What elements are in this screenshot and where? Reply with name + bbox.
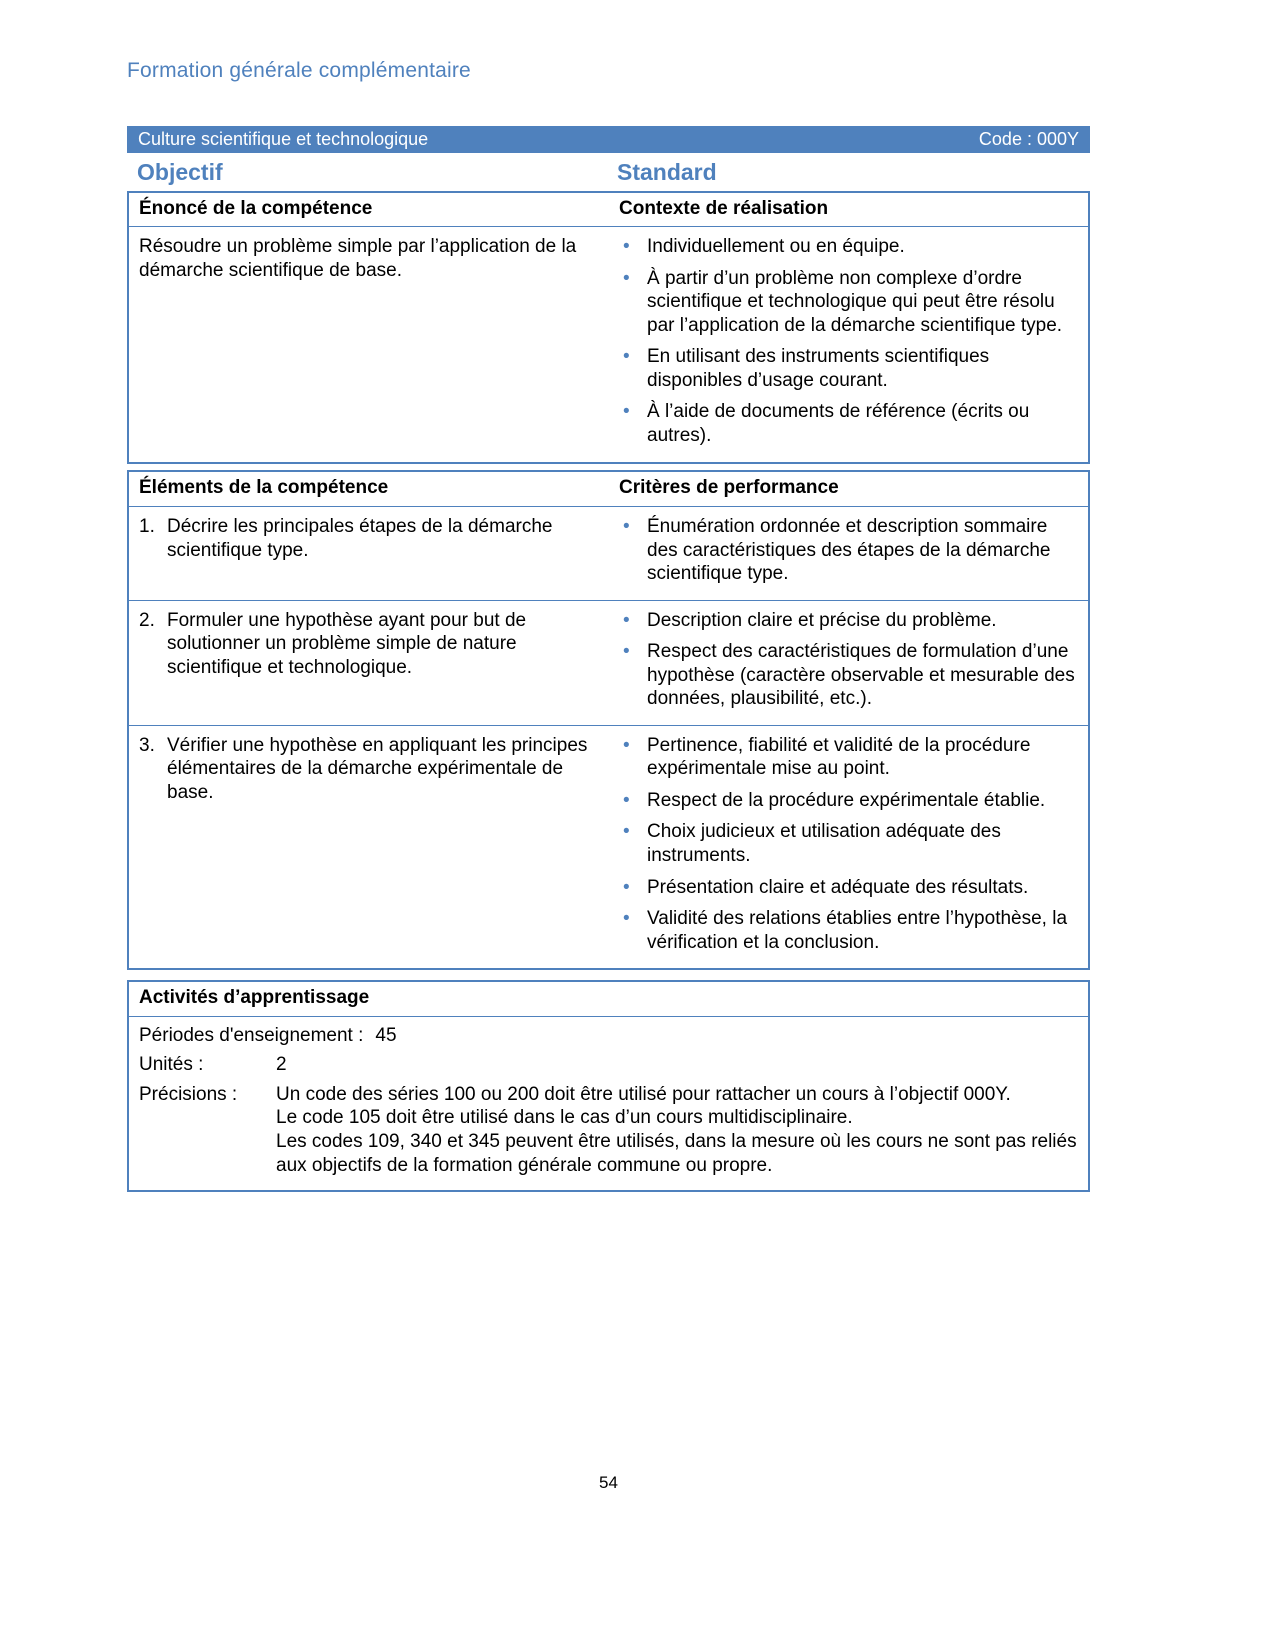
activites-header: Activités d’apprentissage — [129, 982, 1088, 1017]
bullet-icon: • — [623, 516, 630, 538]
bullet-icon: • — [623, 236, 630, 258]
item-text: Vérifier une hypothèse en appliquant les principes élémentaires de la démarche expérimentale de base. — [167, 734, 588, 803]
elements-table — [127, 470, 1090, 970]
element-item — [129, 609, 609, 711]
periodes-label: Périodes d'enseignement : — [139, 1024, 364, 1046]
bullet-icon: • — [623, 908, 630, 930]
item-number: 3. — [139, 734, 155, 756]
column-title-objectif: Objectif — [137, 159, 223, 186]
bullet-icon: • — [623, 734, 630, 756]
bullet-text: Énumération ordonnée et description sommaire des caractéristiques des étapes de la démarche scientifique type. — [647, 516, 1051, 585]
criteres-bullet-list — [609, 734, 1088, 954]
bullet-icon: • — [623, 401, 630, 423]
item-text: Décrire les principales étapes de la démarche scientifique type. — [167, 516, 553, 561]
bullet-text: À l’aide de documents de référence (écrits ou autres). — [647, 401, 1030, 446]
bullet-icon: • — [623, 876, 630, 898]
activites-table — [127, 980, 1090, 1192]
unites-row — [139, 1053, 1078, 1077]
precisions-line: Le code 105 doit être utilisé dans le cas d’un cours multidisciplinaire. — [276, 1107, 853, 1129]
criteres-bullet-list — [609, 515, 1088, 586]
list-item — [619, 734, 1078, 781]
list-item — [619, 820, 1078, 867]
enonce-table-body — [129, 227, 1088, 462]
bullet-text: Choix judicieux et utilisation adéquate des instruments. — [647, 821, 1001, 867]
list-item — [619, 609, 1078, 633]
item-number: 2. — [139, 609, 155, 631]
periodes-value: 45 — [375, 1024, 397, 1046]
list-item — [619, 907, 1078, 954]
page-heading: Formation générale complémentaire — [127, 59, 471, 82]
document-page — [127, 0, 1090, 1650]
item-number: 1. — [139, 516, 155, 538]
periodes-row — [139, 1024, 1078, 1048]
bullet-text: Respect de la procédure expérimentale établie. — [647, 789, 1046, 811]
bullet-icon: • — [623, 267, 630, 289]
bullet-text: En utilisant des instruments scientifiques disponibles d’usage courant. — [647, 346, 990, 391]
competence-statement: Résoudre un problème simple par l’application de la démarche scientifique de base. — [139, 236, 577, 281]
table-row — [129, 507, 1088, 601]
list-item — [619, 789, 1078, 813]
bullet-text: Validité des relations établies entre l’hypothèse, la vérification et la conclusion. — [647, 908, 1068, 953]
bullet-text: Individuellement ou en équipe. — [647, 236, 905, 258]
list-item — [619, 400, 1078, 447]
unites-value: 2 — [276, 1054, 287, 1076]
list-item — [619, 345, 1078, 392]
bullet-text: Description claire et précise du problème. — [647, 609, 997, 631]
precisions-line: Un code des séries 100 ou 200 doit être utilisé pour rattacher un cours à l’objectif 000Y. — [276, 1083, 1011, 1105]
bullet-text: Présentation claire et adéquate des résultats. — [647, 876, 1029, 898]
item-text: Formuler une hypothèse ayant pour but de solutionner un problème simple de nature scientifique et technologique. — [167, 609, 527, 678]
contexte-bullet-list — [609, 235, 1088, 447]
unites-label: Unités : — [139, 1054, 204, 1076]
column-title-standard: Standard — [617, 159, 717, 186]
precisions-line: Les codes 109, 340 et 345 peuvent être utilisés, dans la mesure où les cours ne sont pas reliés aux objectifs de la formation générale commune ou propre. — [276, 1130, 1077, 1176]
list-item — [619, 235, 1078, 259]
criteres-header: Critères de performance — [619, 477, 839, 499]
activites-body — [129, 1017, 1088, 1190]
element-item — [129, 515, 609, 586]
list-item — [619, 640, 1078, 711]
contexte-header: Contexte de réalisation — [619, 197, 829, 219]
bullet-text: Pertinence, fiabilité et validité de la procédure expérimentale mise au point. — [647, 734, 1031, 780]
bullet-icon: • — [623, 609, 630, 631]
elements-table-header — [129, 472, 1088, 507]
course-banner — [127, 126, 1090, 153]
table-row — [129, 601, 1088, 726]
bullet-icon: • — [623, 641, 630, 663]
enonce-header: Énoncé de la compétence — [139, 197, 373, 219]
bullet-icon: • — [623, 346, 630, 368]
element-item — [129, 734, 609, 954]
criteres-bullet-list — [609, 609, 1088, 711]
banner-code: Code : 000Y — [978, 129, 1079, 150]
precisions-row — [139, 1083, 1078, 1177]
page-number: 54 — [599, 1473, 618, 1492]
enonce-table-header — [129, 193, 1088, 228]
elements-header: Éléments de la compétence — [139, 477, 389, 499]
enonce-table — [127, 191, 1090, 465]
precisions-label: Précisions : — [139, 1083, 238, 1105]
banner-title: Culture scientifique et technologique — [138, 129, 429, 150]
table-row — [129, 726, 1088, 968]
list-item — [619, 515, 1078, 586]
list-item — [619, 267, 1078, 338]
bullet-text: Respect des caractéristiques de formulation d’une hypothèse (caractère observable et mesurable des données, plausibilité, etc.). — [647, 641, 1075, 710]
list-item — [619, 876, 1078, 900]
bullet-icon: • — [623, 789, 630, 811]
column-titles — [127, 153, 1090, 191]
bullet-text: À partir d’un problème non complexe d’ordre scientifique et technologique qui peut être résolu par l’application de la démarche scientifique type. — [647, 267, 1063, 336]
bullet-icon: • — [623, 821, 630, 843]
precisions-text — [264, 1083, 1078, 1177]
